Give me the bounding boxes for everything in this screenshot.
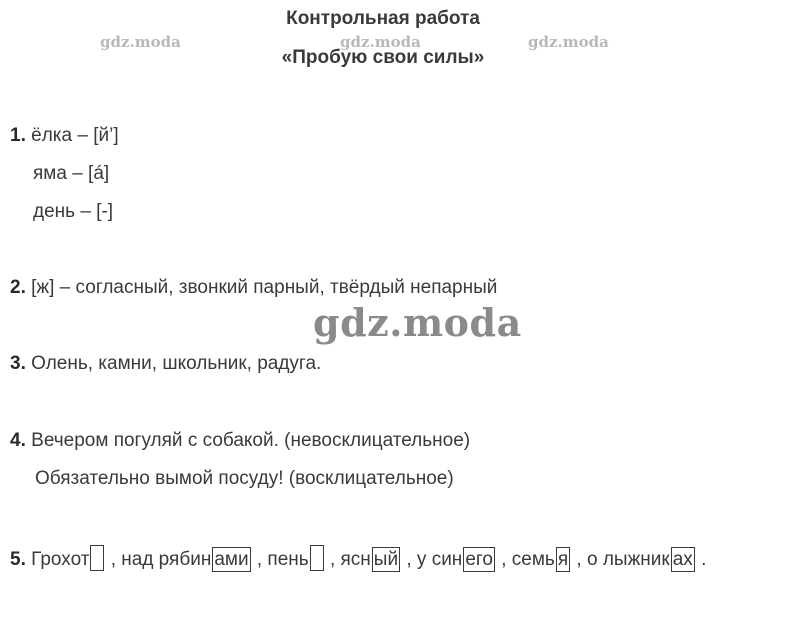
word-stem: , ясн <box>329 549 371 570</box>
item-number: 5. <box>10 549 26 570</box>
item-number: 4. <box>10 430 26 451</box>
item-text: Олень, камни, школьник, радуга. <box>31 353 322 374</box>
item-4-line-2: Обязательно вымой посуду! (восклицательное) <box>35 468 454 489</box>
item-text: Вечером погуляй с собакой. (невосклицательное) <box>31 430 471 451</box>
item-text: [ж] – согласный, звонкий парный, твёрдый непарный <box>31 277 498 298</box>
item-1-line-3: день – [-] <box>33 201 114 222</box>
item-4 <box>10 430 470 452</box>
item-text: ёлка – [й’] <box>31 125 119 146</box>
word-stem: Грохот <box>31 549 90 570</box>
ending-box: ами <box>214 549 249 570</box>
word-stem: , над рябин <box>110 549 212 570</box>
item-number: 2. <box>10 277 26 298</box>
ending-box: я <box>557 549 569 570</box>
item-number: 3. <box>10 353 26 374</box>
ending-box-empty <box>310 545 324 571</box>
item-5 <box>10 545 706 572</box>
ending-box: его <box>465 549 493 570</box>
word-stem: , о лыжник <box>576 549 670 570</box>
item-2 <box>10 277 497 299</box>
document-subtitle: «Пробую свои силы» <box>281 47 485 68</box>
item-1-line-2: яма – [á] <box>33 163 110 184</box>
item-3 <box>10 353 321 375</box>
item-number: 1. <box>10 125 26 146</box>
ending-box: ах <box>672 549 693 570</box>
item-1 <box>10 125 119 147</box>
ending-box: ый <box>373 549 399 570</box>
sentence-period: . <box>701 549 707 570</box>
word-stem: , пень <box>256 549 309 570</box>
ending-box-empty <box>90 545 104 571</box>
watermark: gdz.moda <box>100 33 181 51</box>
watermark: gdz.moda <box>340 33 421 51</box>
document-title: Контрольная работа <box>286 8 480 29</box>
word-stem: , у син <box>406 549 463 570</box>
word-stem: , семь <box>501 549 555 570</box>
watermark: gdz.moda <box>528 33 609 51</box>
watermark-large: gdz.moda <box>313 300 522 345</box>
